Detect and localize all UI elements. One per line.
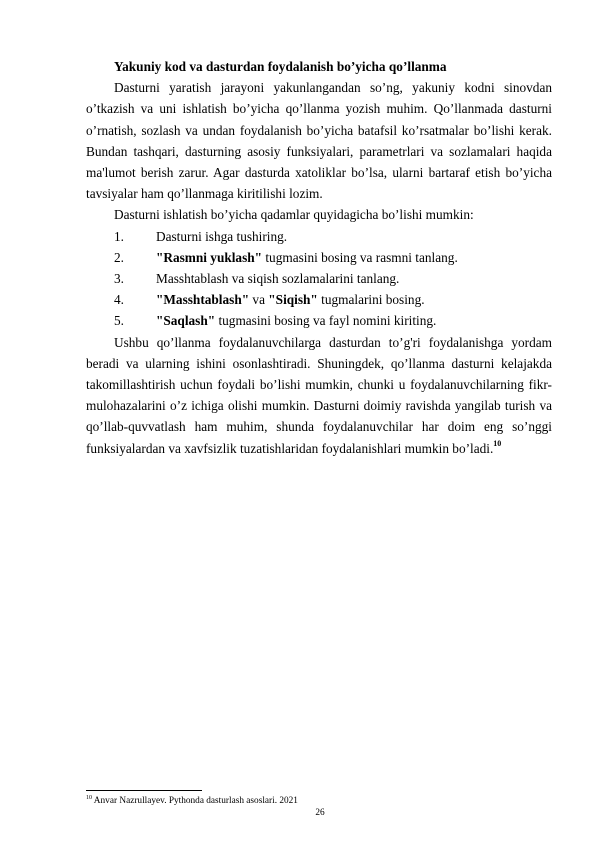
page-body <box>86 56 552 459</box>
paragraph-intro-guide <box>86 77 552 204</box>
list-item <box>86 310 552 331</box>
paragraph-text: Ushbu qo’llanma foydalanuvchilarga dasturdan to’g'ri foydalanishga yordam beradi va ularning ishini osonlashtiradi. Shuningdek, qo’llanma dasturni kelajakda takomillashtirish uchun foydali bo’lishi mumkin, chunki u foydalanuvchilarning fikr-mulohazalarini o’z ichiga olishi mumkin. Dasturni doimiy ravishda yangilab turish va qo’llab-quvvatlash ham muhim, shunda foydalanuvchilar har doim eng so’nggi funksiyalardan va xavfsizlik tuzatishlaridan foydalanishlari mumkin bo’ladi. <box>86 334 552 456</box>
footnote <box>86 795 556 807</box>
steps-list <box>86 226 552 332</box>
footnote-reference[interactable]: 10 <box>493 439 502 449</box>
list-item <box>86 247 552 268</box>
button-name-emphasis: "Rasmni yuklash" <box>156 249 263 265</box>
button-name-emphasis: "Saqlash" <box>156 313 216 329</box>
paragraph-conclusion <box>86 332 552 459</box>
list-text: "Masshtablash" va "Siqish" tugmalarini bosing. <box>156 292 425 308</box>
footnote-text: Anvar Nazrullayev. Pythonda dasturlash asoslari. 2021 <box>92 796 298 806</box>
list-item <box>86 289 552 310</box>
paragraph-text: Dasturni yaratish jarayoni yakunlangandan so’ng, yakuniy kodni sinovdan o’tkazish va uni ishlatish bo’yicha qo’llanma yozish muhim. Qo’llanmada dasturni o’rnatish, sozlash va undan foydalanish bo’yicha batafsil ko’rsatmalar bo’lishi kerak. Bundan tashqari, dasturning asosiy funksiyalari, parametrlari va sozlamalari haqida ma'lumot berish zarur. Agar dasturda xatoliklar bo’lsa, ularni bartaraf etish bo’yicha tavsiyalar ham qo’llanmaga kiritilishi lozim. <box>86 80 552 202</box>
list-text: "Saqlash" tugmasini bosing va fayl nomini kiriting. <box>156 313 437 329</box>
list-text: Dasturni ishga tushiring. <box>156 228 288 244</box>
section-heading: Yakuniy kod va dasturdan foydalanish bo’yicha qo’llanma <box>114 59 447 74</box>
list-number: 2. <box>114 249 124 265</box>
steps-intro: Dasturni ishlatish bo’yicha qadamlar quyidagicha bo’lishi mumkin: <box>114 207 474 223</box>
button-name-emphasis: "Siqish" <box>268 292 318 308</box>
list-text: "Rasmni yuklash" tugmasini bosing va rasmni tanlang. <box>156 249 458 265</box>
list-number: 4. <box>114 292 124 308</box>
list-item <box>86 268 552 289</box>
list-item <box>86 226 552 247</box>
page-number: 26 <box>315 808 325 818</box>
list-text: Masshtablash va siqish sozlamalarini tanlang. <box>156 271 400 287</box>
footnote-number: 10 <box>86 794 92 801</box>
button-name-emphasis: "Masshtablash" <box>156 292 250 308</box>
footnote-divider <box>86 790 202 791</box>
list-number: 1. <box>114 228 124 244</box>
list-number: 3. <box>114 271 124 287</box>
list-number: 5. <box>114 313 124 329</box>
